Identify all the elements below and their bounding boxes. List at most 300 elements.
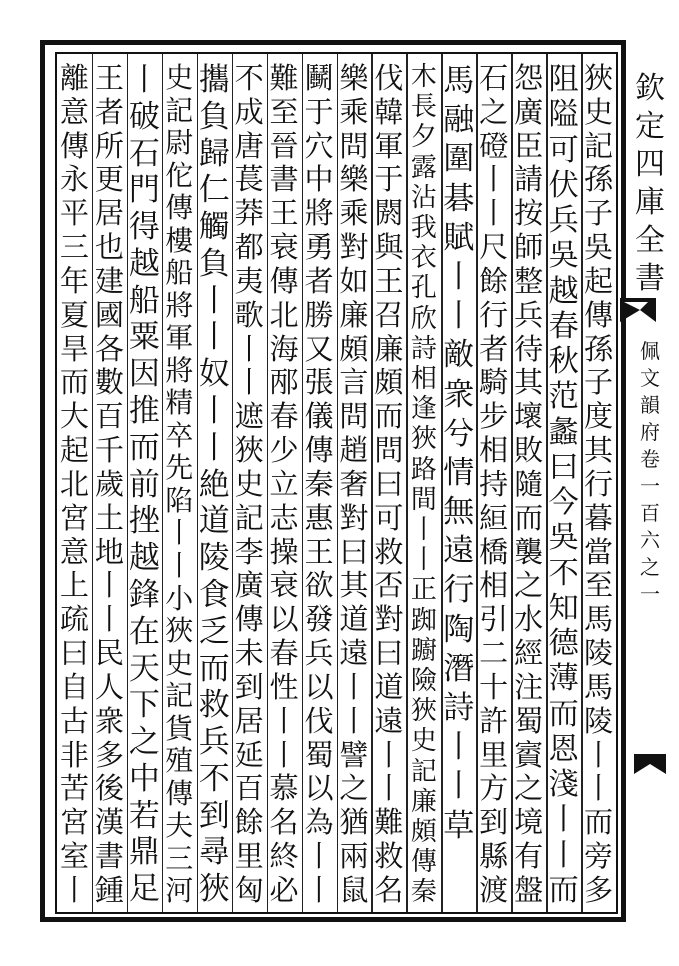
margin-glyph: 韻: [640, 393, 660, 417]
glyph: 少: [269, 433, 299, 468]
glyph: 不: [198, 760, 230, 797]
glyph: 人: [94, 669, 124, 704]
glyph: 樂: [339, 61, 369, 95]
glyph: 頗: [339, 331, 369, 366]
glyph: 如: [339, 263, 369, 298]
glyph: 軍: [165, 321, 194, 355]
glyph: 伏: [548, 167, 579, 203]
glyph: 三: [59, 230, 90, 265]
glyph: 丨: [304, 872, 334, 907]
glyph: 丨: [165, 548, 194, 582]
glyph: 丨: [94, 568, 124, 603]
glyph: 難: [269, 61, 299, 95]
glyph: 圍: [443, 141, 475, 178]
glyph: 狹: [234, 433, 264, 468]
glyph: 史: [165, 61, 194, 94]
glyph: 多: [94, 737, 124, 772]
glyph: 韓: [374, 94, 404, 129]
glyph: 丨: [548, 802, 579, 838]
glyph: 救: [374, 534, 404, 569]
glyph: 渡: [479, 872, 509, 907]
glyph: 佗: [165, 158, 194, 192]
glyph: 陶: [443, 611, 475, 648]
glyph: 鼠: [339, 872, 369, 907]
glyph: 因: [128, 356, 160, 393]
glyph: 夏: [59, 297, 90, 332]
glyph: 吳: [548, 520, 579, 556]
glyph: 躕: [410, 635, 437, 666]
glyph: 秦: [304, 466, 334, 501]
glyph: 夷: [234, 263, 264, 298]
glyph: 百: [94, 399, 124, 434]
glyph: 年: [59, 263, 90, 298]
glyph: 情: [443, 454, 475, 491]
glyph: 各: [94, 331, 124, 366]
margin-title: [630, 338, 670, 608]
glyph: 阻: [548, 62, 579, 97]
glyph: 下: [128, 687, 160, 724]
glyph: 越: [548, 273, 579, 309]
glyph: 晉: [269, 128, 299, 163]
glyph: 發: [304, 602, 334, 637]
margin-glyph: 全: [635, 223, 665, 258]
glyph: 尋: [198, 834, 230, 871]
glyph: 廉: [339, 297, 369, 332]
glyph: 海: [269, 331, 299, 366]
glyph: 歸: [198, 135, 230, 172]
text-column: [89, 62, 129, 912]
glyph: 傳: [165, 776, 194, 810]
glyph: 狹: [583, 61, 614, 95]
glyph: 曰: [548, 449, 579, 485]
glyph: 遠: [443, 533, 475, 570]
glyph: 居: [234, 703, 264, 738]
glyph: 秋: [548, 344, 579, 379]
text-column: [334, 62, 374, 912]
margin-glyph: 庫: [635, 185, 665, 220]
glyph: 十: [479, 669, 509, 704]
glyph: 船: [165, 256, 194, 290]
glyph: 疏: [59, 602, 90, 637]
glyph: 離: [59, 61, 90, 95]
glyph: 春: [269, 399, 299, 434]
glyph: 負: [198, 245, 230, 282]
glyph: 路: [410, 454, 437, 485]
glyph: 方: [479, 771, 509, 806]
glyph: 北: [59, 466, 90, 501]
glyph: 貨: [165, 711, 194, 745]
glyph: 馬: [583, 669, 614, 704]
glyph: 起: [583, 263, 614, 298]
glyph: 到: [198, 797, 230, 834]
glyph: 對: [339, 500, 369, 535]
glyph: 歌: [234, 297, 264, 332]
glyph: 盤: [514, 872, 544, 907]
glyph: 敵: [443, 337, 475, 374]
glyph: 起: [59, 433, 90, 468]
glyph: 石: [479, 61, 509, 95]
glyph: 待: [514, 331, 544, 366]
glyph: 尉: [165, 126, 194, 160]
text-column: [124, 62, 164, 912]
glyph: 絙: [479, 500, 509, 535]
glyph: 廣: [514, 94, 544, 129]
glyph: 王: [304, 534, 334, 569]
glyph: 道: [339, 602, 369, 637]
glyph: 而: [128, 429, 160, 466]
glyph: 曰: [339, 534, 369, 569]
glyph: 到: [479, 805, 509, 840]
glyph: 里: [479, 737, 509, 772]
glyph: 衆: [94, 703, 124, 738]
glyph: 將: [165, 288, 194, 322]
glyph: 乘: [339, 94, 369, 129]
glyph: 記: [410, 756, 437, 787]
glyph: 得: [128, 209, 160, 246]
glyph: 越: [128, 540, 160, 577]
glyph: 操: [269, 534, 299, 569]
glyph: 兵: [548, 203, 579, 238]
glyph: 我: [410, 213, 437, 244]
glyph: 譬: [339, 737, 369, 772]
glyph: 陷: [165, 483, 194, 517]
glyph: 居: [94, 196, 124, 231]
glyph: 詩: [443, 690, 475, 726]
glyph: 平: [59, 196, 90, 231]
glyph: 融: [443, 102, 475, 139]
glyph: 史: [583, 94, 614, 129]
glyph: 也: [94, 230, 124, 265]
glyph: 先: [165, 451, 194, 485]
glyph: 否: [374, 568, 404, 603]
glyph: 宮: [59, 805, 90, 840]
glyph: 百: [234, 771, 264, 806]
glyph: 奢: [339, 466, 369, 501]
glyph: 于: [304, 94, 334, 129]
glyph: 鬭: [304, 61, 334, 95]
glyph: 衣: [410, 243, 437, 274]
glyph: 傳: [59, 128, 90, 163]
text-column: [544, 62, 584, 912]
glyph: 漢: [94, 805, 124, 840]
glyph: 以: [304, 669, 334, 704]
glyph: 有: [514, 839, 544, 874]
glyph: 持: [479, 466, 509, 501]
glyph: 地: [94, 534, 124, 569]
text-column: [439, 62, 479, 912]
glyph: 史: [410, 726, 437, 757]
glyph: 險: [410, 666, 437, 697]
glyph: 傳: [304, 433, 334, 468]
glyph: 問: [339, 399, 369, 434]
glyph: 請: [514, 162, 544, 197]
glyph: 勇: [304, 230, 334, 265]
margin-glyph: 卷: [640, 447, 660, 471]
glyph: 間: [410, 484, 437, 515]
glyph: 莽: [234, 196, 264, 231]
glyph: 春: [269, 636, 299, 671]
glyph: 薄: [548, 661, 579, 697]
glyph: 在: [128, 613, 160, 650]
glyph: 天: [128, 650, 160, 687]
glyph: 勝: [304, 297, 334, 332]
glyph: 後: [94, 771, 124, 806]
glyph: 卒: [165, 418, 194, 452]
glyph: 按: [514, 196, 544, 231]
glyph: 鼎: [128, 834, 160, 871]
glyph: 自: [59, 669, 90, 704]
glyph: 逢: [410, 394, 437, 425]
glyph: 無: [443, 494, 475, 531]
glyph: 土: [94, 500, 124, 535]
glyph: 行: [443, 572, 475, 609]
glyph: 記: [234, 500, 264, 535]
glyph: 王: [269, 196, 299, 231]
glyph: 陵: [583, 703, 614, 738]
glyph: 精: [165, 386, 194, 420]
glyph: 必: [269, 872, 299, 907]
glyph: 賦: [443, 219, 475, 256]
glyph: 苦: [59, 771, 90, 806]
glyph: 橋: [479, 534, 509, 569]
glyph: 狹: [410, 424, 437, 455]
glyph: 步: [479, 399, 509, 434]
glyph: 成: [234, 94, 264, 129]
glyph: 子: [583, 365, 614, 400]
glyph: 頗: [410, 817, 437, 848]
glyph: 對: [339, 230, 369, 265]
glyph: 餘: [479, 263, 509, 298]
glyph: 室: [59, 839, 90, 874]
glyph: 與: [374, 230, 404, 265]
glyph: 而: [374, 399, 404, 434]
glyph: 丨: [234, 365, 264, 400]
glyph: 而: [59, 365, 90, 400]
margin-header: [630, 70, 670, 298]
glyph: 而: [548, 696, 579, 732]
glyph: 兵: [304, 636, 334, 671]
glyph: 整: [514, 263, 544, 298]
glyph: 以: [269, 602, 299, 637]
glyph: 子: [583, 196, 614, 231]
glyph: 到: [234, 669, 264, 704]
glyph: 丨: [583, 771, 614, 806]
glyph: 三: [165, 841, 194, 875]
glyph: 狹: [198, 871, 230, 908]
glyph: 又: [304, 331, 334, 366]
glyph: 更: [94, 162, 124, 197]
glyph: 丨: [479, 162, 509, 197]
glyph: 道: [374, 669, 404, 704]
glyph: 隘: [548, 97, 579, 133]
glyph: 孔: [410, 273, 437, 304]
glyph: 救: [374, 839, 404, 874]
glyph: 至: [583, 568, 614, 603]
text-column: [474, 62, 514, 912]
glyph: 蜀: [514, 703, 544, 738]
glyph: 丨: [410, 515, 437, 546]
glyph: 性: [269, 669, 299, 704]
glyph: 以: [304, 771, 334, 806]
glyph: 丨: [198, 319, 230, 356]
glyph: 仁: [198, 172, 230, 209]
glyph: 馬: [443, 63, 475, 99]
text-column: [369, 62, 409, 912]
glyph: 行: [583, 466, 614, 501]
glyph: 騎: [479, 365, 509, 400]
glyph: 若: [128, 797, 160, 834]
glyph: 推: [128, 393, 160, 430]
glyph: 丨: [94, 602, 124, 637]
glyph: 淺: [548, 767, 579, 802]
glyph: 旱: [59, 331, 90, 366]
glyph: 而: [548, 872, 579, 908]
glyph: 丨: [374, 737, 404, 772]
glyph: 遠: [374, 703, 404, 738]
glyph: 餘: [234, 805, 264, 840]
glyph: 建: [94, 263, 124, 298]
glyph: 絶: [198, 466, 230, 503]
glyph: 廉: [410, 786, 437, 817]
margin-glyph: 一: [640, 582, 660, 606]
glyph: 丨: [128, 62, 160, 98]
glyph: 曰: [374, 466, 404, 501]
glyph: 丨: [339, 703, 369, 738]
glyph: 記: [165, 679, 194, 713]
glyph: 之: [514, 771, 544, 806]
glyph: 尺: [479, 230, 509, 265]
glyph: 儀: [304, 399, 334, 434]
glyph: 數: [94, 365, 124, 400]
glyph: 之: [514, 568, 544, 603]
glyph: 蠡: [548, 414, 579, 450]
glyph: 唐: [234, 128, 264, 163]
glyph: 足: [128, 871, 160, 908]
glyph: 丨: [410, 545, 437, 576]
glyph: 丨: [59, 872, 90, 907]
glyph: 行: [479, 297, 509, 332]
margin-glyph: 欽: [635, 71, 665, 106]
glyph: 丨: [198, 393, 230, 430]
glyph: 中: [128, 760, 160, 797]
glyph: 夫: [165, 809, 194, 843]
glyph: 匈: [234, 872, 264, 907]
glyph: 問: [339, 128, 369, 163]
glyph: 道: [198, 503, 230, 540]
glyph: 丨: [583, 737, 614, 772]
glyph: 挫: [128, 503, 160, 540]
glyph: 救: [198, 687, 230, 724]
glyph: 兵: [514, 297, 544, 332]
glyph: 食: [198, 576, 230, 613]
glyph: 船: [128, 282, 160, 319]
glyph: 王: [374, 263, 404, 298]
glyph: 其: [339, 568, 369, 603]
glyph: 攜: [198, 62, 230, 98]
glyph: 記: [165, 93, 194, 127]
glyph: 馬: [583, 602, 614, 637]
glyph: 終: [269, 839, 299, 874]
glyph: 當: [583, 534, 614, 569]
glyph: 廉: [374, 331, 404, 366]
glyph: 陵: [198, 540, 230, 577]
glyph: 傳: [269, 263, 299, 298]
margin-glyph: 一: [640, 474, 660, 498]
glyph: 河: [165, 874, 194, 908]
glyph: 問: [374, 433, 404, 468]
glyph: 立: [269, 466, 299, 501]
glyph: 欣: [410, 303, 437, 334]
glyph: 樂: [339, 162, 369, 197]
glyph: 粟: [128, 319, 160, 356]
glyph: 今: [548, 485, 579, 520]
glyph: 可: [548, 132, 579, 168]
glyph: 趙: [339, 433, 369, 468]
glyph: 遠: [339, 636, 369, 671]
glyph: 丨: [198, 429, 230, 466]
glyph: 狹: [165, 614, 194, 648]
glyph: 相: [410, 364, 437, 395]
glyph: 張: [304, 365, 334, 400]
glyph: 孫: [583, 331, 614, 366]
glyph: 于: [374, 162, 404, 197]
glyph: 乘: [339, 196, 369, 231]
glyph: 引: [479, 602, 509, 637]
glyph: 多: [583, 872, 614, 907]
glyph: 前: [128, 466, 160, 503]
text-column: [194, 62, 234, 912]
glyph: 者: [304, 263, 334, 298]
glyph: 丨: [443, 729, 475, 766]
glyph: 師: [514, 230, 544, 265]
glyph: 言: [339, 365, 369, 400]
glyph: 伐: [374, 61, 404, 95]
glyph: 書: [269, 162, 299, 197]
glyph: 怨: [514, 61, 544, 95]
glyph: 兩: [339, 839, 369, 874]
glyph: 延: [234, 737, 264, 772]
glyph: 意: [59, 94, 90, 129]
glyph: 未: [234, 636, 264, 671]
glyph: 難: [374, 805, 404, 840]
glyph: 上: [59, 568, 90, 603]
glyph: 廣: [234, 568, 264, 603]
margin-glyph: 佩: [640, 339, 660, 363]
glyph: 二: [479, 636, 509, 671]
glyph: 傳: [410, 847, 437, 878]
glyph: 千: [94, 433, 124, 468]
glyph: 頗: [374, 365, 404, 400]
glyph: 丨: [339, 669, 369, 704]
glyph: 狹: [410, 696, 437, 727]
margin-glyph: 府: [640, 420, 660, 444]
glyph: 小: [165, 581, 194, 615]
glyph: 相: [479, 568, 509, 603]
glyph: 之: [128, 724, 160, 761]
glyph: 丨: [269, 737, 299, 772]
margin-glyph: 四: [635, 147, 665, 182]
glyph: 猶: [339, 805, 369, 840]
glyph: 奴: [198, 356, 230, 393]
glyph: 軍: [374, 128, 404, 163]
glyph: 而: [514, 500, 544, 535]
glyph: 陵: [583, 636, 614, 671]
glyph: 史: [165, 646, 194, 680]
glyph: 傳: [583, 297, 614, 332]
glyph: 里: [234, 839, 264, 874]
glyph: 永: [59, 162, 90, 197]
glyph: 正: [410, 575, 437, 606]
